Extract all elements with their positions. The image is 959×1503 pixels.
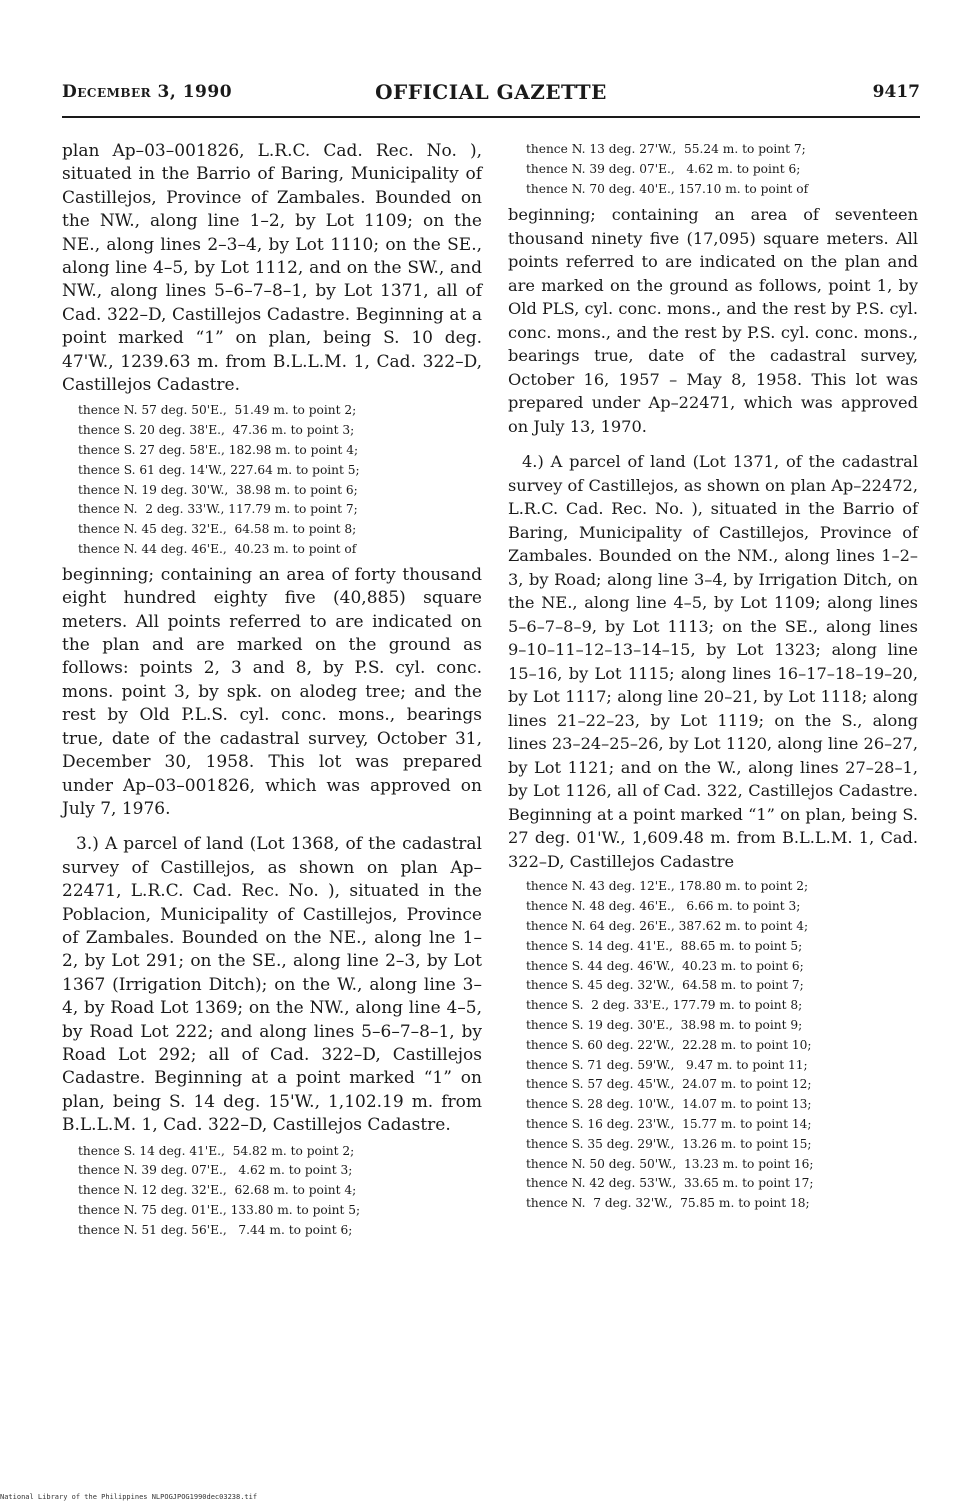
bearing-line: thence N. 13 deg. 27'W., 55.24 m. to point 7;: [526, 142, 806, 156]
bearing-line: thence S. 35 deg. 29'W., 13.26 m. to point 15;: [526, 1136, 812, 1151]
bearing-line: thence S. 61 deg. 14'W., 227.64 m. to point 5;: [78, 462, 360, 477]
bearing-line: thence N. 19 deg. 30'W., 38.98 m. to point 6;: [78, 482, 358, 497]
header-date: December 3, 1990: [62, 82, 233, 102]
right-column: [508, 140, 918, 1218]
bearing-line: thence S. 27 deg. 58'E., 182.98 m. to point 4;: [78, 443, 359, 458]
page-header: [62, 82, 920, 112]
bearing-line: thence N. 45 deg. 32'E., 64.58 m. to point 8;: [78, 522, 357, 537]
bearing-line: thence N. 51 deg. 56'E., 7.44 m. to point 6;: [78, 1222, 353, 1237]
right-bearings-1: [526, 877, 918, 1214]
bearing-line: thence N. 39 deg. 07'E., 4.62 m. to point 3;: [78, 1163, 353, 1178]
bearing-line: thence S. 28 deg. 10'W., 14.07 m. to point 13;: [526, 1097, 812, 1112]
left-paragraph-1: plan Ap–03–001826, L.R.C. Cad. Rec. No. ), situated in the Barrio of Baring, Municipality of Castillejos, Province of Zambales. Bounded on the NW., along line 1–2, by Lot 1109; on the NE., along lines 2–3–4, by Lot 1110; on the SE., along line 4–5, by Lot 1112, and on the SW., and NW., along lines 5–6–7–8–1, by Lot 1371, all of Cad. 322–D, Castillejos Cadastre. Beginning at a point marked “1” on plan, being S. 10 deg. 47'W., 1239.63 m. from B.L.L.M. 1, Cad. 322–D, Castillejos Cadastre.: [62, 141, 482, 396]
bearing-line: thence N. 7 deg. 32'W., 75.85 m. to point 18;: [526, 1196, 810, 1211]
right-paragraph-1: beginning; containing an area of seventeen thousand ninety five (17,095) square meters. All points referred to are indicated on the plan and are marked on the ground as follows, point 1, by Old PLS, cyl. conc. mons., and the rest by P.S. cyl. conc. mons., and the rest by P.S. cyl. conc. mons., bearings true, date of the cadastral survey, October 16, 1957 – May 8, 1958. This lot was prepared under Ap–22471, which was approved on July 13, 1970.: [508, 205, 918, 436]
bearing-line: thence N. 39 deg. 07'E., 4.62 m. to point 6;: [526, 161, 801, 176]
bearing-line: thence N. 2 deg. 33'W., 117.79 m. to point 7;: [78, 502, 358, 517]
bearing-line: thence N. 42 deg. 53'W., 33.65 m. to point 17;: [526, 1176, 814, 1191]
bearing-line: thence S. 71 deg. 59'W., 9.47 m. to point 11;: [526, 1057, 808, 1072]
bearing-line: thence N. 50 deg. 50'W., 13.23 m. to point 16;: [526, 1156, 814, 1171]
bearing-line: thence S. 20 deg. 38'E., 47.36 m. to point 3;: [78, 423, 355, 438]
bearing-line: thence N. 48 deg. 46'E., 6.66 m. to point 3;: [526, 899, 801, 914]
bearing-line: thence N. 64 deg. 26'E., 387.62 m. to point 4;: [526, 918, 809, 933]
bearing-line: thence S. 44 deg. 46'W., 40.23 m. to point 6;: [526, 958, 804, 973]
bearing-line: thence N. 12 deg. 32'E., 62.68 m. to point 4;: [78, 1183, 357, 1198]
page-number: 9417: [872, 82, 920, 102]
bearing-line: thence S. 14 deg. 41'E., 54.82 m. to point 2;: [78, 1143, 355, 1158]
left-column: [62, 140, 482, 1245]
right-paragraph-2: 4.) A parcel of land (Lot 1371, of the cadastral survey of Castillejos, as shown on plan Ap–22472, L.R.C. Cad. Rec. No. ), situated in the Barrio of Baring, Municipality of Castillejos, Province of Zambales. Bounded on the NM., along lines 1–2–3, by Road; along line 3–4, by Irrigation Ditch, on the NE., along line 4–5, by Lot 1109; along lines 5–6–7–8–9, by Lot 1113; on the SE., along lines 9–10–11–12–13–14–15, by Lot 1323; along line 15–16, by Lot 1115; along lines 16–17–18–19–20, by Lot 1117; along line 20–21, by Lot 1118; along lines 21–22–23, by Lot 1119; on the S., along lines 23–24–25–26, by Lot 1120, along line 26–27, by Lot 1121; and on the W., along lines 27–28–1, by Lot 1126, all of Cad. 322, Castillejos Cadastre. Beginning at a point marked “1” on plan, being S. 27 deg. 01'W., 1,609.48 m. from B.L.L.M. 1, Cad. 322–D, Castillejos Cadastre: [508, 452, 918, 871]
bearing-line: thence S. 45 deg. 32'W., 64.58 m. to point 7;: [526, 978, 804, 993]
left-bearings-2: [78, 1142, 482, 1241]
bearing-line: thence N. 57 deg. 50'E., 51.49 m. to point 2;: [78, 403, 357, 418]
left-bearings-1: [78, 401, 482, 559]
right-bearings-0: [526, 140, 918, 199]
bearing-line: thence N. 70 deg. 40'E., 157.10 m. to point of: [526, 181, 809, 196]
bearing-line: thence N. 43 deg. 12'E., 178.80 m. to point 2;: [526, 879, 809, 894]
scan-footer: National Library of the Philippines NLPOGJPOG1990dec03238.tif: [0, 1493, 258, 1501]
bearing-line: thence S. 19 deg. 30'E., 38.98 m. to point 9;: [526, 1017, 803, 1032]
left-paragraph-2: beginning; containing an area of forty thousand eight hundred eighty five (40,885) square meters. All points referred to are indicated on the plan and are marked on the ground as follows: points 2, 3 and 8, by P.S. cyl. conc. mons. point 3, by spk. on alodeg tree; and the rest by Old P.L.S. cyl. conc. mons., bearings true, date of the cadastral survey, October 31, December 30, 1958. This lot was prepared under Ap–03–001826, which was approved on July 7, 1976.: [62, 564, 482, 819]
header-title: OFFICIAL GAZETTE: [375, 80, 607, 104]
bearing-line: thence S. 60 deg. 22'W., 22.28 m. to point 10;: [526, 1037, 812, 1052]
bearing-line: thence S. 14 deg. 41'E., 88.65 m. to point 5;: [526, 938, 803, 953]
bearing-line: thence S. 57 deg. 45'W., 24.07 m. to point 12;: [526, 1077, 812, 1092]
header-rule: [62, 116, 920, 118]
bearing-line: thence S. 2 deg. 33'E., 177.79 m. to point 8;: [526, 998, 803, 1013]
bearing-line: thence S. 16 deg. 23'W., 15.77 m. to point 14;: [526, 1116, 812, 1131]
bearing-line: thence N. 44 deg. 46'E., 40.23 m. to point of: [78, 542, 357, 557]
bearing-line: thence N. 75 deg. 01'E., 133.80 m. to point 5;: [78, 1202, 361, 1217]
left-paragraph-3: 3.) A parcel of land (Lot 1368, of the cadastral survey of Castillejos, as shown on plan Ap–22471, L.R.C. Cad. Rec. No. ), situated in the Poblacion, Municipality of Castillejos, Province of Zambales. Bounded on the NE., along lne 1–2, by Lot 291; on the SE., along line 2–3, by Lot 1367 (Irrigation Ditch); on the W., along line 3–4, by Road Lot 1369; on the NW., along line 4–5, by Road Lot 222; and along lines 5–6–7–8–1, by Road Lot 292; all of Cad. 322–D, Castillejos Cadastre. Beginning at a point marked “1” on plan, being S. 14 deg. 15'W., 1,102.19 m. from B.L.L.M. 1, Cad. 322–D, Castillejos Cadastre.: [62, 834, 482, 1136]
